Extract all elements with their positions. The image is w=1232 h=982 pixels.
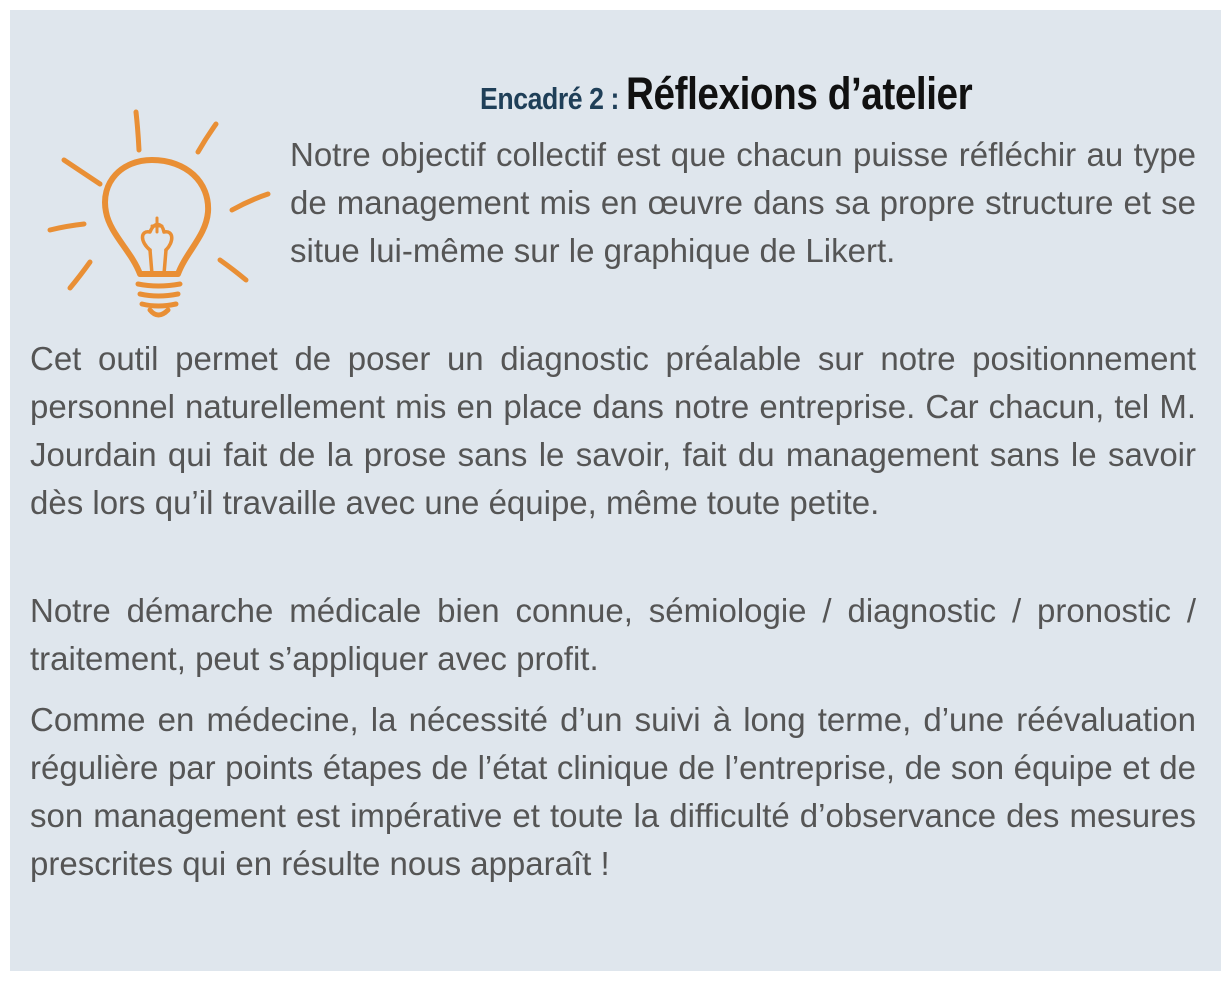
paragraph-1: Notre objectif collectif est que chacun puisse réfléchir au type de management mis en œuvre dans sa propre structure et se situe lui-même sur le graphique de Likert. (290, 136, 1196, 269)
paragraph-3: Notre démarche médicale bien connue, sémiologie / diagnostic / pronostic / traitement, peut s’appliquer avec profit. (30, 592, 1196, 677)
box-heading (480, 68, 1028, 120)
box-label: Encadré 2 : (480, 81, 619, 116)
lightbulb-icon (40, 102, 280, 330)
paragraph-4: Comme en médecine, la nécessité d’un suivi à long terme, d’une réévaluation régulière par points étapes de l’état clinique de l’entreprise, de son équipe et de son management est impérative et toute la difficulté d’observance des mesures prescrites qui en résulte nous apparaît ! (30, 701, 1196, 882)
paragraph-2: Cet outil permet de poser un diagnostic préalable sur notre positionnement personnel naturellement mis en place dans notre entreprise. Car chacun, tel M. Jourdain qui fait de la prose sans le savoir, fait du management sans le savoir dès lors qu’il travaille avec une équipe, même toute petite. (30, 340, 1196, 521)
box-title: Réflexions d’atelier (625, 68, 972, 119)
